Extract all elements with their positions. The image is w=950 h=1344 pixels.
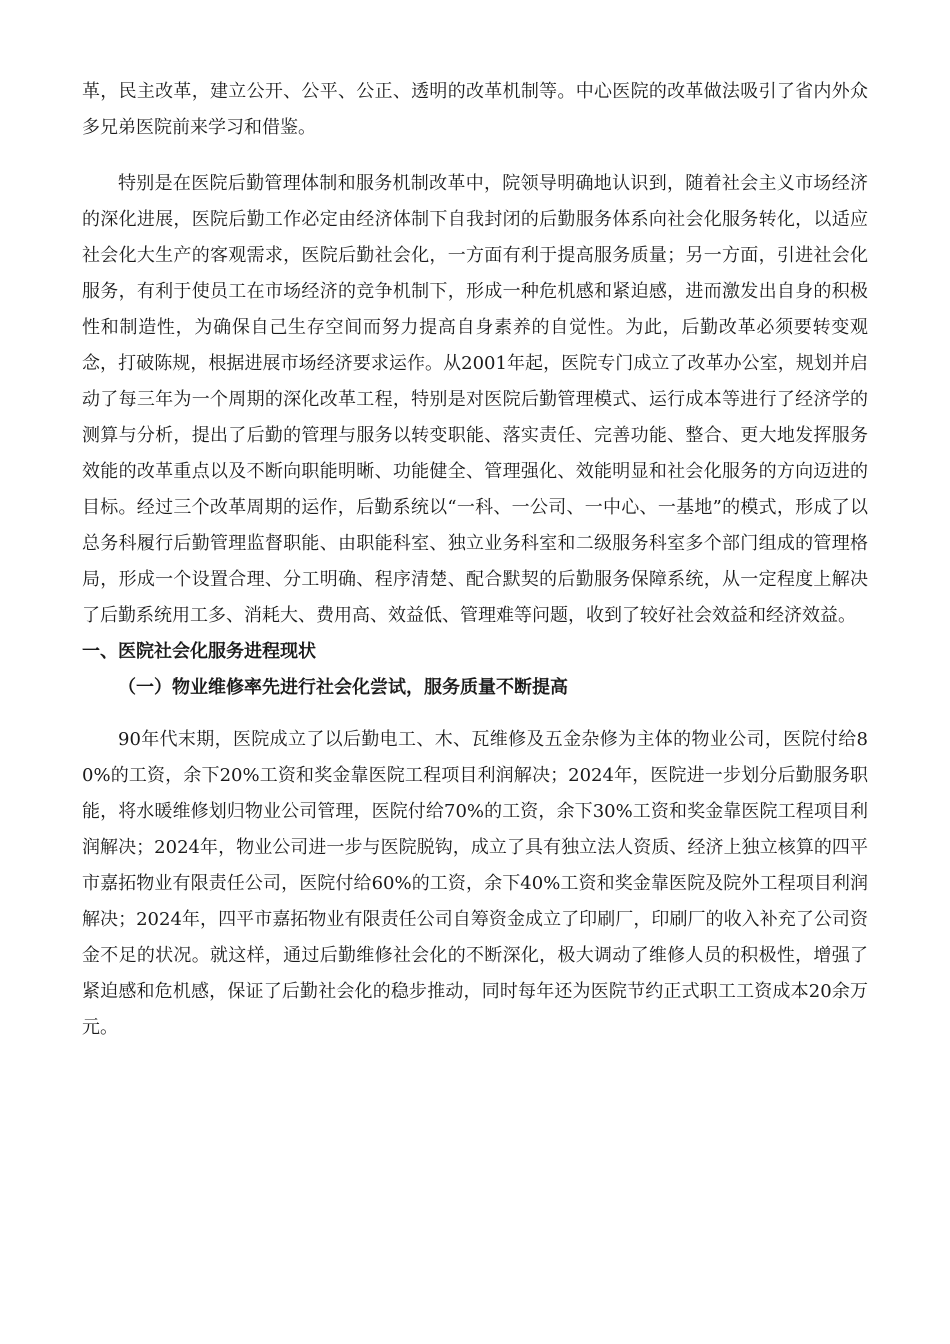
- document-page: [82, 74, 868, 1046]
- subsection-heading: （一）物业维修率先进行社会化尝试，服务质量不断提高: [118, 677, 568, 698]
- section-heading: 一、医院社会化服务进程现状: [82, 641, 316, 662]
- paragraph-reform: 特别是在医院后勤管理体制和服务机制改革中，院领导明确地认识到，随着社会主义市场经济的深化进展，医院后勤工作必定由经济体制下自我封闭的后勤服务体系向社会化服务转化，以适应社会化大生产的客观需求，医院后勤社会化，一方面有利于提高服务质量；另一方面，引进社会化服务，有利于使员工在市场经济的竞争机制下，形成一种危机感和紧迫感，进而激发出自身的积极性和制造性，为确保自己生存空间而努力提高自身素养的自觉性。为此，后勤改革必须要转变观念，打破陈规，根据进展市场经济要求运作。从2001年起，医院专门成立了改革办公室，规划并启动了每三年为一个周期的深化改革工程，特别是对医院后勤管理模式、运行成本等进行了经济学的测算与分析，提出了后勤的管理与服务以转变职能、落实责任、完善功能、整合、更大地发挥服务效能的改革重点以及不断向职能明晰、功能健全、管理强化、效能明显和社会化服务的方向迈进的目标。经过三个改革周期的运作，后勤系统以“一科、一公司、一中心、一基地”的模式，形成了以总务科履行后勤管理监督职能、由职能科室、独立业务科室和二级服务科室多个部门组成的管理格局，形成一个设置合理、分工明确、程序清楚、配合默契的后勤服务保障系统，从一定程度上解决了后勤系统用工多、消耗大、费用高、效益低、管理难等问题，收到了较好社会效益和经济效益。: [82, 173, 868, 626]
- paragraph-intro-tail: 革，民主改革，建立公开、公平、公正、透明的改革机制等。中心医院的改革做法吸引了省内外众多兄弟医院前来学习和借鉴。: [82, 81, 868, 138]
- paragraph-property: 90年代末期，医院成立了以后勤电工、木、瓦维修及五金杂修为主体的物业公司，医院付给80%的工资，余下20%工资和奖金靠医院工程项目利润解决；2024年，医院进一步划分后勤服务职能，将水暖维修划归物业公司管理，医院付给70%的工资，余下30%工资和奖金靠医院工程项目利润解决；2024年，物业公司进一步与医院脱钩，成立了具有独立法人资质、经济上独立核算的四平市嘉拓物业有限责任公司，医院付给60%的工资，余下40%工资和奖金靠医院及院外工程项目利润解决；2024年，四平市嘉拓物业有限责任公司自筹资金成立了印刷厂，印刷厂的收入补充了公司资金不足的状况。就这样，通过后勤维修社会化的不断深化，极大调动了维修人员的积极性，增强了紧迫感和危机感，保证了后勤社会化的稳步推动，同时每年还为医院节约正式职工工资成本20余万元。: [82, 729, 868, 1038]
